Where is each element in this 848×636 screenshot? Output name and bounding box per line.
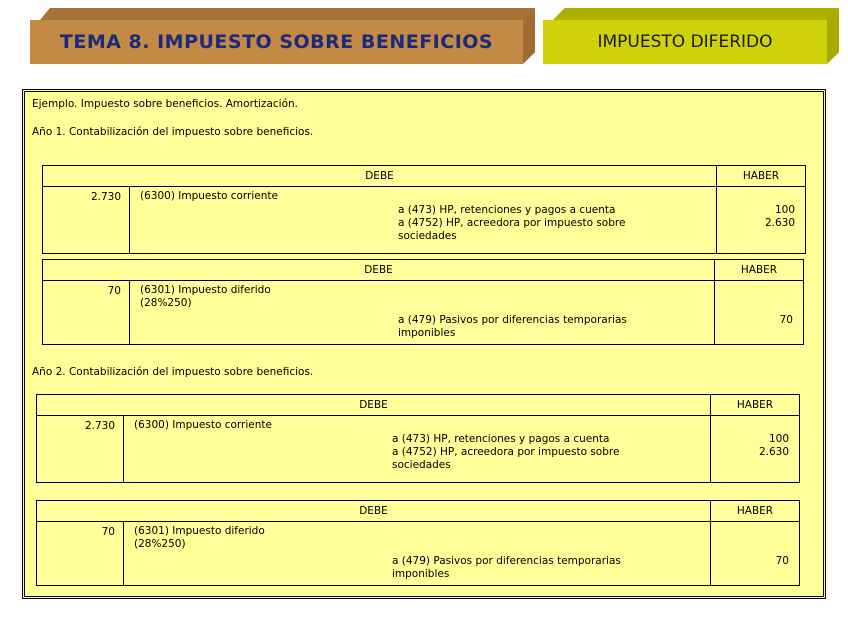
- credit-accounts: [392, 555, 662, 581]
- section-title: IMPUESTO DIFERIDO: [543, 20, 827, 64]
- debit-account: [134, 419, 272, 432]
- entry-description: [130, 187, 717, 254]
- entry-description: [130, 281, 715, 345]
- haber-header: HABER: [717, 166, 806, 187]
- haber-header: HABER: [711, 501, 800, 522]
- credit-account-label: a (473) HP, retenciones y pagos a cuenta: [398, 204, 616, 216]
- year2-heading: Año 2. Contabilización del impuesto sobre beneficios.: [32, 366, 314, 378]
- debit-account-label: (6300) Impuesto corriente: [140, 190, 278, 202]
- debit-calculation: (28%250): [134, 538, 186, 550]
- credit-accounts: [398, 314, 668, 340]
- credit-amount: 100: [768, 433, 789, 445]
- credit-amount: 70: [779, 314, 793, 326]
- debe-header: DEBE: [37, 395, 711, 416]
- example-heading: Ejemplo. Impuesto sobre beneficios. Amortización.: [32, 98, 298, 110]
- entry-description: [124, 416, 711, 483]
- debit-account: [140, 284, 271, 310]
- credit-amount: 2.630: [764, 217, 795, 229]
- journal-entry: [36, 394, 800, 483]
- credit-account-label: a (4752) HP, acreedora por impuesto sobre sociedades: [392, 446, 620, 471]
- debit-account-label: (6301) Impuesto diferido: [134, 525, 265, 537]
- haber-header: HABER: [715, 260, 804, 281]
- debit-amount: 2.730: [43, 187, 130, 254]
- credit-amounts: [711, 416, 800, 483]
- debit-calculation: (28%250): [140, 297, 192, 309]
- credit-amount: 2.630: [758, 446, 789, 458]
- haber-header: HABER: [711, 395, 800, 416]
- debit-account: [140, 190, 278, 203]
- credit-accounts: [398, 204, 668, 243]
- debit-account-label: (6301) Impuesto diferido: [140, 284, 271, 296]
- credit-amounts: [717, 187, 806, 254]
- journal-entry: [42, 165, 806, 254]
- debit-amount: 70: [37, 522, 124, 586]
- journal-entry: [42, 259, 804, 345]
- credit-account-label: a (479) Pasivos por diferencias temporarias imponibles: [398, 314, 627, 339]
- debit-account-label: (6300) Impuesto corriente: [134, 419, 272, 431]
- credit-amount: 100: [774, 204, 795, 216]
- debe-header: DEBE: [43, 260, 715, 281]
- debit-amount: 2.730: [37, 416, 124, 483]
- topic-title: TEMA 8. IMPUESTO SOBRE BENEFICIOS: [30, 20, 523, 64]
- credit-account-label: a (479) Pasivos por diferencias temporarias imponibles: [392, 555, 621, 580]
- credit-amounts: [715, 281, 804, 345]
- journal-entry: [36, 500, 800, 586]
- banner-top-bevel: [553, 8, 839, 20]
- debe-header: DEBE: [43, 166, 717, 187]
- credit-account-label: a (473) HP, retenciones y pagos a cuenta: [392, 433, 610, 445]
- entry-description: [124, 522, 711, 586]
- credit-accounts: [392, 433, 662, 472]
- banner-top-bevel: [40, 8, 535, 20]
- credit-amounts: [711, 522, 800, 586]
- year1-heading: Año 1. Contabilización del impuesto sobre beneficios.: [32, 126, 314, 138]
- debit-account: [134, 525, 265, 551]
- credit-amount: 70: [775, 555, 789, 567]
- credit-account-label: a (4752) HP, acreedora por impuesto sobre sociedades: [398, 217, 626, 242]
- debe-header: DEBE: [37, 501, 711, 522]
- content-panel: [22, 89, 826, 599]
- topic-title-banner: [30, 8, 535, 66]
- section-title-banner: [543, 8, 839, 66]
- debit-amount: 70: [43, 281, 130, 345]
